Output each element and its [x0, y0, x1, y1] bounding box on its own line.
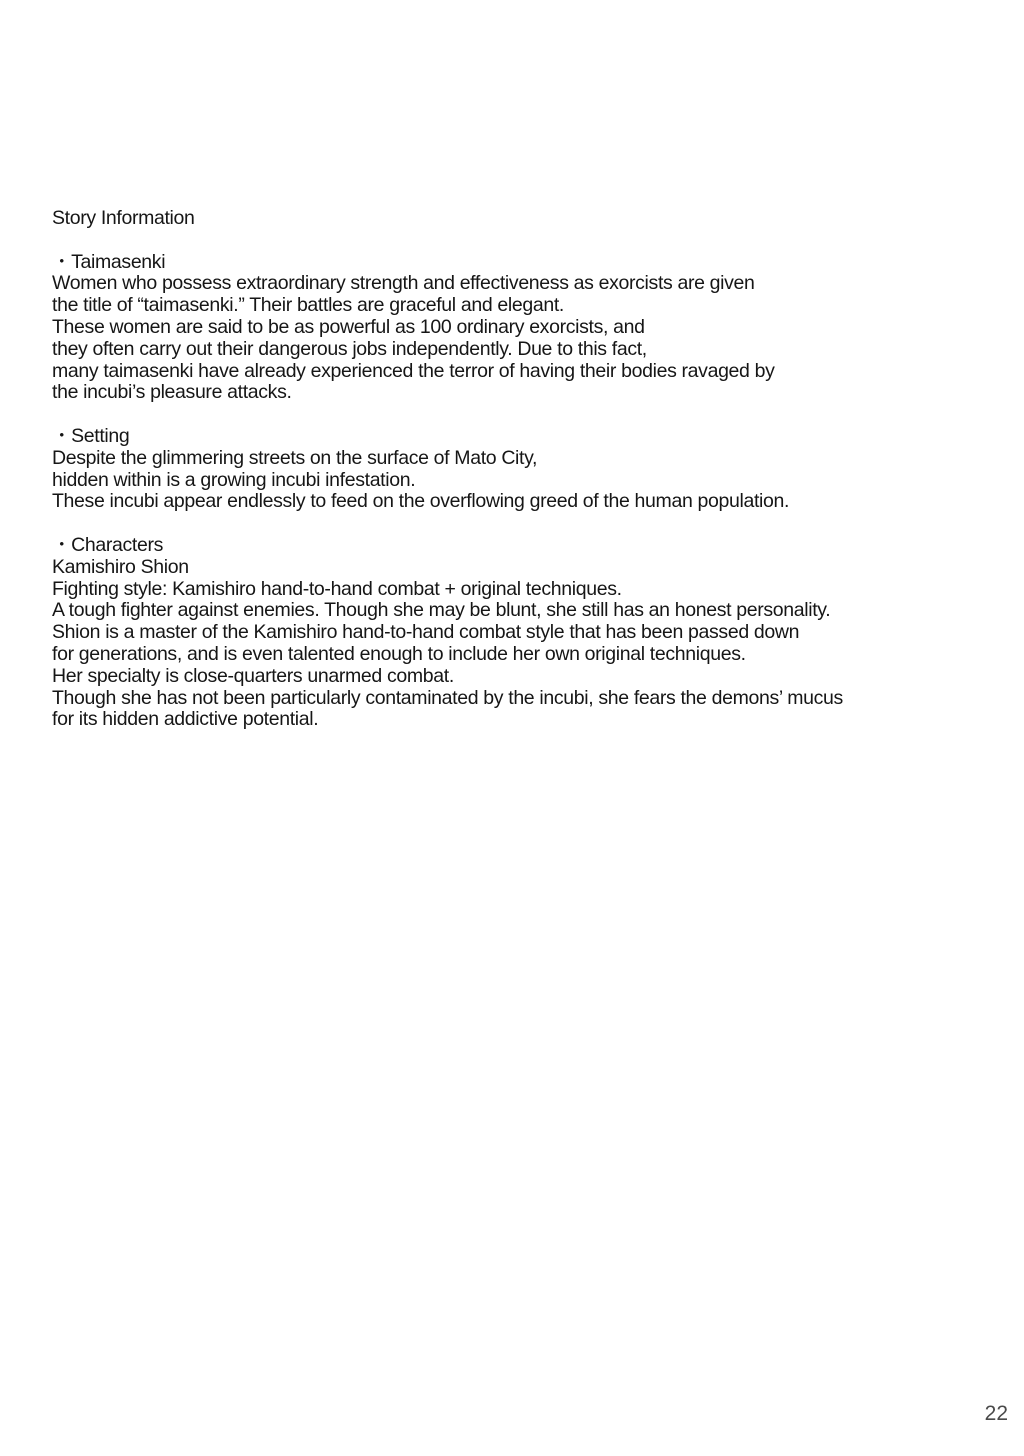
- text-line: the incubi’s pleasure attacks.: [52, 381, 292, 404]
- section-heading-setting: ・Setting: [52, 424, 130, 447]
- text-line: many taimasenki have already experienced the terror of having their bodies ravaged by: [52, 359, 775, 382]
- text-line: Women who possess extraordinary strength and effectiveness as exorcists are given: [52, 272, 755, 295]
- text-line: the title of “taimasenki.” Their battles are graceful and elegant.: [52, 294, 564, 317]
- text-line: These women are said to be as powerful as 100 ordinary exorcists, and: [52, 315, 645, 338]
- page-number: 22: [984, 1402, 1008, 1425]
- text-line: These incubi appear endlessly to feed on the overflowing greed of the human population.: [52, 490, 790, 513]
- section-characters: [52, 535, 1004, 731]
- page-title: Story Information: [52, 207, 195, 229]
- section-taimasenki: [52, 252, 1004, 405]
- section-heading-characters: ・Characters: [52, 533, 164, 556]
- text-line: for generations, and is even talented enough to include her own original techniques.: [52, 642, 746, 665]
- text-line: Shion is a master of the Kamishiro hand-to-hand combat style that has been passed down: [52, 621, 800, 644]
- text-line: Kamishiro Shion: [52, 555, 189, 578]
- text-line: Her specialty is close-quarters unarmed combat.: [52, 664, 454, 687]
- section-heading-taimasenki: ・Taimasenki: [52, 250, 166, 273]
- text-line: they often carry out their dangerous jobs independently. Due to this fact,: [52, 337, 647, 360]
- text-line: hidden within is a growing incubi infestation.: [52, 468, 416, 491]
- text-line: Though she has not been particularly contaminated by the incubi, she fears the demons’ mucus: [52, 686, 843, 709]
- section-setting: [52, 426, 1004, 513]
- text-line: for its hidden addictive potential.: [52, 708, 319, 731]
- text-line: Despite the glimmering streets on the surface of Mato City,: [52, 446, 538, 469]
- story-information-page: [52, 208, 1004, 731]
- text-line: A tough fighter against enemies. Though she may be blunt, she still has an honest personality.: [52, 599, 831, 622]
- text-line: Fighting style: Kamishiro hand-to-hand combat + original techniques.: [52, 577, 622, 600]
